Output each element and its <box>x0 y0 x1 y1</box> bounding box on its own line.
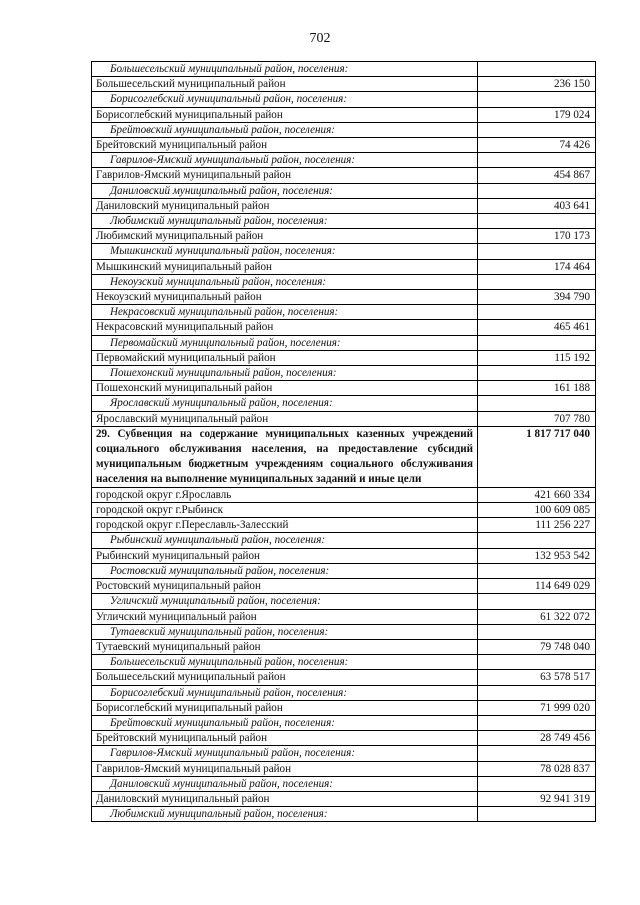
row-name: Большесельский муниципальный район <box>92 670 478 685</box>
settlements-subheader-row <box>92 685 596 700</box>
row-name: Тутаевский муниципальный район <box>92 639 478 654</box>
row-name: Даниловский муниципальный район <box>92 198 478 213</box>
row-amount <box>478 533 596 548</box>
settlements-subheader-row <box>92 715 596 730</box>
row-name: Некоузский муниципальный район <box>92 290 478 305</box>
row-name: Любимский муниципальный район <box>92 229 478 244</box>
settlements-subheader-row <box>92 274 596 289</box>
row-amount <box>478 305 596 320</box>
row-name: Брейтовский муниципальный район, поселения: <box>92 715 478 730</box>
row-name: Ярославский муниципальный район, поселения: <box>92 396 478 411</box>
row-name: Тутаевский муниципальный район, поселения: <box>92 624 478 639</box>
row-name: Пошехонский муниципальный район, поселения: <box>92 366 478 381</box>
row-name: Угличский муниципальный район <box>92 609 478 624</box>
settlements-subheader-row <box>92 655 596 670</box>
row-amount: 707 780 <box>478 411 596 426</box>
row-amount: 61 322 072 <box>478 609 596 624</box>
row-name: городской округ г.Ярославль <box>92 487 478 502</box>
table-row <box>92 487 596 502</box>
settlements-subheader-row <box>92 62 596 77</box>
section-total-amount: 1 817 717 040 <box>478 426 596 487</box>
row-name: Большесельский муниципальный район <box>92 77 478 92</box>
table-row <box>92 548 596 563</box>
row-name: Борисоглебский муниципальный район <box>92 700 478 715</box>
row-name: Гаврилов-Ямский муниципальный район <box>92 761 478 776</box>
row-amount: 63 578 517 <box>478 670 596 685</box>
row-amount: 179 024 <box>478 107 596 122</box>
row-amount: 79 748 040 <box>478 639 596 654</box>
table-row <box>92 259 596 274</box>
table-row <box>92 198 596 213</box>
settlements-subheader-row <box>92 624 596 639</box>
row-name: Брейтовский муниципальный район <box>92 138 478 153</box>
row-name: Даниловский муниципальный район <box>92 791 478 806</box>
table-row <box>92 107 596 122</box>
settlements-subheader-row <box>92 153 596 168</box>
settlements-subheader-row <box>92 122 596 137</box>
table-row <box>92 411 596 426</box>
row-amount: 78 028 837 <box>478 761 596 776</box>
row-amount: 114 649 029 <box>478 579 596 594</box>
row-name: Любимский муниципальный район, поселения: <box>92 214 478 229</box>
row-name: Пошехонский муниципальный район <box>92 381 478 396</box>
row-amount <box>478 655 596 670</box>
row-amount: 28 749 456 <box>478 731 596 746</box>
settlements-subheader-row <box>92 335 596 350</box>
settlements-subheader-row <box>92 533 596 548</box>
section-title: 29. Субвенция на содержание муниципальных казенных учреждений социального обслуживания населения, на предоставление субсидий муниципальным бюджетным учреждениям социального обслуживания населения на выполнение муниципальных заданий и иные цели <box>92 426 478 487</box>
row-amount <box>478 685 596 700</box>
settlements-subheader-row <box>92 776 596 791</box>
row-amount <box>478 563 596 578</box>
table-row <box>92 609 596 624</box>
row-amount: 71 999 020 <box>478 700 596 715</box>
row-name: Брейтовский муниципальный район <box>92 731 478 746</box>
row-amount: 161 188 <box>478 381 596 396</box>
table-row <box>92 791 596 806</box>
row-name: Любимский муниципальный район, поселения: <box>92 807 478 822</box>
row-amount: 111 256 227 <box>478 518 596 533</box>
row-amount <box>478 92 596 107</box>
table-row <box>92 320 596 335</box>
row-name: Рыбинский муниципальный район <box>92 548 478 563</box>
row-name: Некрасовский муниципальный район <box>92 320 478 335</box>
row-amount: 403 641 <box>478 198 596 213</box>
row-name: Рыбинский муниципальный район, поселения: <box>92 533 478 548</box>
row-amount: 236 150 <box>478 77 596 92</box>
settlements-subheader-row <box>92 214 596 229</box>
settlements-subheader-row <box>92 305 596 320</box>
row-name: Гаврилов-Ямский муниципальный район, поселения: <box>92 746 478 761</box>
row-amount <box>478 62 596 77</box>
table-row <box>92 579 596 594</box>
row-name: Угличский муниципальный район, поселения: <box>92 594 478 609</box>
settlements-subheader-row <box>92 396 596 411</box>
row-amount: 132 953 542 <box>478 548 596 563</box>
row-name: Первомайский муниципальный район, поселения: <box>92 335 478 350</box>
row-amount: 115 192 <box>478 350 596 365</box>
row-name: Некрасовский муниципальный район, поселения: <box>92 305 478 320</box>
row-name: Даниловский муниципальный район, поселения: <box>92 183 478 198</box>
row-amount <box>478 214 596 229</box>
row-amount: 454 867 <box>478 168 596 183</box>
table-row <box>92 229 596 244</box>
row-amount <box>478 366 596 381</box>
settlements-subheader-row <box>92 594 596 609</box>
table-row <box>92 290 596 305</box>
row-amount <box>478 776 596 791</box>
table-row <box>92 700 596 715</box>
settlements-subheader-row <box>92 244 596 259</box>
budget-table-body <box>92 62 596 822</box>
row-name: Борисоглебский муниципальный район, поселения: <box>92 92 478 107</box>
row-amount <box>478 335 596 350</box>
row-name: Гаврилов-Ямский муниципальный район, поселения: <box>92 153 478 168</box>
row-name: Борисоглебский муниципальный район, поселения: <box>92 685 478 700</box>
settlements-subheader-row <box>92 563 596 578</box>
settlements-subheader-row <box>92 183 596 198</box>
table-row <box>92 168 596 183</box>
row-name: городской округ г.Рыбинск <box>92 503 478 518</box>
table-row <box>92 77 596 92</box>
row-name: Некоузский муниципальный район, поселения: <box>92 274 478 289</box>
row-amount <box>478 715 596 730</box>
table-row <box>92 138 596 153</box>
table-row <box>92 518 596 533</box>
row-amount <box>478 746 596 761</box>
settlements-subheader-row <box>92 807 596 822</box>
row-amount <box>478 122 596 137</box>
row-amount <box>478 624 596 639</box>
row-amount <box>478 594 596 609</box>
row-name: Мышкинский муниципальный район, поселения: <box>92 244 478 259</box>
row-name: Даниловский муниципальный район, поселения: <box>92 776 478 791</box>
row-name: Ростовский муниципальный район <box>92 579 478 594</box>
settlements-subheader-row <box>92 92 596 107</box>
row-amount: 100 609 085 <box>478 503 596 518</box>
row-name: Борисоглебский муниципальный район <box>92 107 478 122</box>
row-amount: 170 173 <box>478 229 596 244</box>
row-amount: 421 660 334 <box>478 487 596 502</box>
table-row <box>92 761 596 776</box>
settlements-subheader-row <box>92 366 596 381</box>
row-name: Первомайский муниципальный район <box>92 350 478 365</box>
row-name: Гаврилов-Ямский муниципальный район <box>92 168 478 183</box>
row-amount: 74 426 <box>478 138 596 153</box>
row-amount: 174 464 <box>478 259 596 274</box>
row-amount <box>478 244 596 259</box>
row-name: Большесельский муниципальный район, поселения: <box>92 62 478 77</box>
section-heading-row <box>92 426 596 487</box>
settlements-subheader-row <box>92 746 596 761</box>
row-amount: 92 941 319 <box>478 791 596 806</box>
page-number: 702 <box>309 31 331 46</box>
row-name: Брейтовский муниципальный район, поселения: <box>92 122 478 137</box>
table-row <box>92 731 596 746</box>
row-name: Большесельский муниципальный район, поселения: <box>92 655 478 670</box>
row-name: Ярославский муниципальный район <box>92 411 478 426</box>
row-name: Ростовский муниципальный район, поселения: <box>92 563 478 578</box>
row-name: городской округ г.Переславль-Залесский <box>92 518 478 533</box>
row-amount: 465 461 <box>478 320 596 335</box>
budget-table <box>91 61 596 822</box>
table-row <box>92 670 596 685</box>
row-name: Мышкинский муниципальный район <box>92 259 478 274</box>
row-amount <box>478 153 596 168</box>
table-row <box>92 350 596 365</box>
row-amount <box>478 396 596 411</box>
table-row <box>92 503 596 518</box>
row-amount: 394 790 <box>478 290 596 305</box>
table-row <box>92 639 596 654</box>
row-amount <box>478 807 596 822</box>
row-amount <box>478 183 596 198</box>
row-amount <box>478 274 596 289</box>
table-row <box>92 381 596 396</box>
